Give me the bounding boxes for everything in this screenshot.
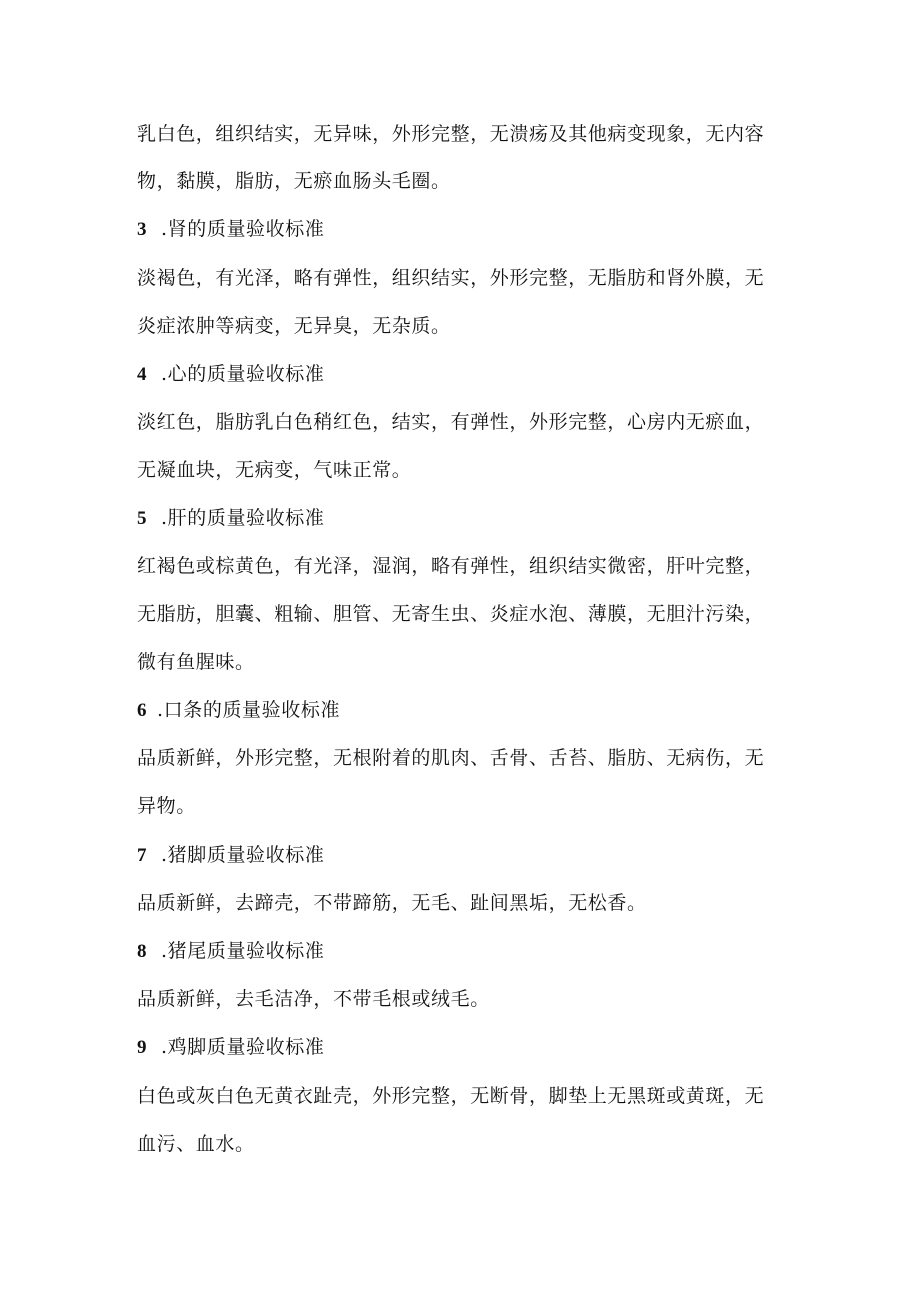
body-text-line: 品质新鲜，外形完整，无根附着的肌肉、舌骨、舌苔、脂肪、无病伤，无 <box>137 747 765 769</box>
body-text-line: 无凝血块，无病变，气味正常。 <box>137 459 412 481</box>
body-text-line: 无脂肪，胆囊、粗输、胆管、无寄生虫、炎症水泡、薄膜，无胆汁污染， <box>137 603 765 625</box>
section-heading-heart <box>137 361 324 388</box>
section-number: 4 <box>137 364 148 385</box>
section-title: .肾的质量验收标准 <box>161 218 325 240</box>
section-title: .猪尾质量验收标准 <box>161 940 325 962</box>
section-heading-tongue <box>137 697 340 724</box>
section-number: 3 <box>137 219 148 240</box>
section-title: .猪脚质量验收标准 <box>161 844 325 866</box>
body-text-line: 淡褐色，有光泽，略有弹性，组织结实，外形完整，无脂肪和肾外膜，无 <box>137 267 765 289</box>
body-text-line: 品质新鲜，去毛洁净，不带毛根或绒毛。 <box>137 988 490 1010</box>
body-text-line: 白色或灰白色无黄衣趾壳，外形完整，无断骨，脚垫上无黑斑或黄斑，无 <box>137 1085 765 1107</box>
section-number: 6 <box>137 700 148 721</box>
section-number: 5 <box>137 508 148 529</box>
body-text-line: 微有鱼腥味。 <box>137 651 255 673</box>
body-text-line: 炎症浓肿等病变，无异臭，无杂质。 <box>137 315 451 337</box>
section-title: .肝的质量验收标准 <box>161 507 325 529</box>
body-text-line: 红褐色或棕黄色，有光泽，湿润，略有弹性，组织结实微密，肝叶完整， <box>137 555 765 577</box>
section-title: .鸡脚质量验收标准 <box>161 1036 325 1058</box>
section-heading-kidney <box>137 216 324 243</box>
body-text-line: 异物。 <box>137 795 196 817</box>
section-number: 7 <box>137 845 148 866</box>
section-title: .心的质量验收标准 <box>161 363 325 385</box>
section-number: 8 <box>137 941 148 962</box>
body-text-line: 物，黏膜，脂肪，无瘀血肠头毛圈。 <box>137 170 451 192</box>
section-heading-liver <box>137 505 324 532</box>
section-heading-chicken-feet <box>137 1034 324 1061</box>
section-heading-pig-feet <box>137 842 324 869</box>
body-text-line: 乳白色，组织结实，无异味，外形完整，无溃疡及其他病变现象，无内容 <box>137 123 765 145</box>
body-text-line: 品质新鲜，去蹄壳，不带蹄筋，无毛、趾间黑垢，无松香。 <box>137 892 647 914</box>
section-number: 9 <box>137 1037 148 1058</box>
section-heading-pig-tail <box>137 938 324 965</box>
body-text-line: 淡红色，脂肪乳白色稍红色，结实，有弹性，外形完整，心房内无瘀血， <box>137 411 765 433</box>
body-text-line: 血污、血水。 <box>137 1133 255 1155</box>
section-title: .口条的质量验收标准 <box>157 699 341 721</box>
